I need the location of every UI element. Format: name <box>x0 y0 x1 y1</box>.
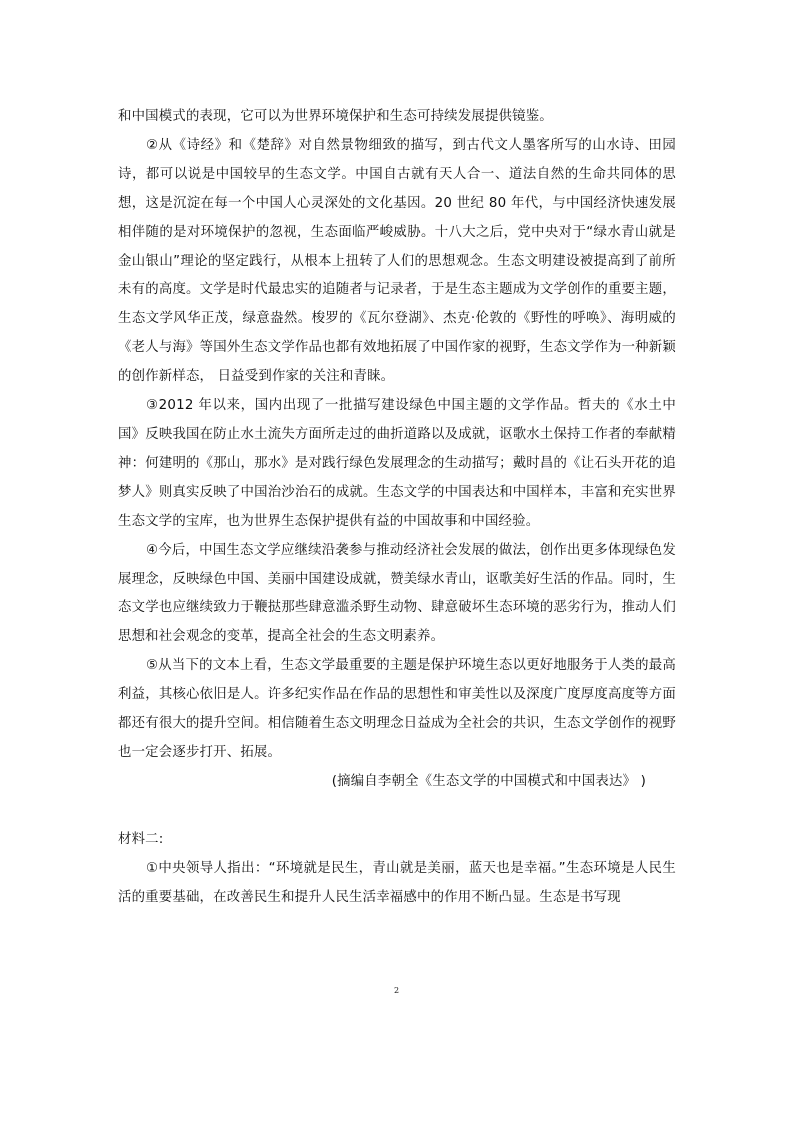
section-label: 材料二: <box>118 831 164 847</box>
document-body <box>118 103 676 912</box>
paragraph-5: ⑤从当下的文本上看，生态文学最重要的主题是保护环境生态以更好地服务于人类的最高利益，其核心依旧是人。许多纪实作品在作品的思想性和审美性以及深度广度厚度高度等方面都还有很大的提升空间。相信随着生态文明理念日益成为全社会的共识，生态文学创作的视野也一定会逐步打开、拓展。 <box>118 658 676 760</box>
paragraph-4: ④今后，中国生态文学应继续沿袭参与推动经济社会发展的做法，创作出更多体现绿色发展理念，反映绿色中国、美丽中国建设成就，赞美绿水青山，讴歌美好生活的作品。同时，生态文学也应继续致力于鞭挞那些肆意滥杀野生动物、肆意破坏生态环境的恶劣行为，推动人们思想和社会观念的变革，提高全社会的生态文明素养。 <box>118 542 676 645</box>
material2-paragraph-1: ①中央领导人指出：“环境就是民生，青山就是美丽，蓝天也是幸福。”生态环境是人民生活的重要基础，在改善民生和提升人民生活幸福感中的作用不断凸显。生态是书写现 <box>118 860 676 905</box>
section-spacer <box>118 797 676 826</box>
citation: (摘编自李朝全《生态文学的中国模式和中国表达》 ) <box>331 773 646 789</box>
paragraph-continuation: 和中国模式的表现，它可以为世界环境保护和生态可持续发展提供镜鉴。 <box>118 109 553 124</box>
paragraph-3: ③2012 年以来，国内出现了一批描写建设绿色中国主题的文学作品。哲夫的《水土中国》反映我国在防止水土流失方面所走过的曲折道路以及成就，讴歌水土保持工作者的奉献精神：何建明的《那山，那水》是对践行绿色发展理念的生动描写；戴时昌的《让石头开花的追梦人》则真实反映了中国治沙治石的成就。生态文学的中国表达和中国样本，丰富和充实世界生态文学的宝库，也为世界生态保护提供有益的中国故事和中国经验。 <box>118 398 676 529</box>
paragraph-2: ②从《诗经》和《楚辞》对自然景物细致的描写，到古代文人墨客所写的山水诗、田园诗，都可以说是中国较早的生态文学。中国自古就有天人合一、道法自然的生命共同体的思想，这是沉淀在每一个中国人心灵深处的文化基因。20 世纪 80 年代，与中国经济快速发展相伴随的是对环境保护的忽视，生态面临严峻威胁。十八大之后，党中央对于“绿水青山就是金山银山”理论的坚定践行，从根本上扭转了人们的思想观念。生态文明建设被提高到了前所未有的高度。文学是时代最忠实的追随者与记录者，于是生态主题成为文学创作的重要主题，生态文学风华正茂，绿意盎然。梭罗的《瓦尔登湖》、杰克·伦敦的《野性的呼唤》、海明威的《老人与海》等国外生态文学作品也都有效地拓展了中国作家的视野，生态文学作为一种新颖的创作新样态， 日益受到作家的关注和青睐。 <box>118 137 676 385</box>
page-number: 2 <box>393 986 400 995</box>
